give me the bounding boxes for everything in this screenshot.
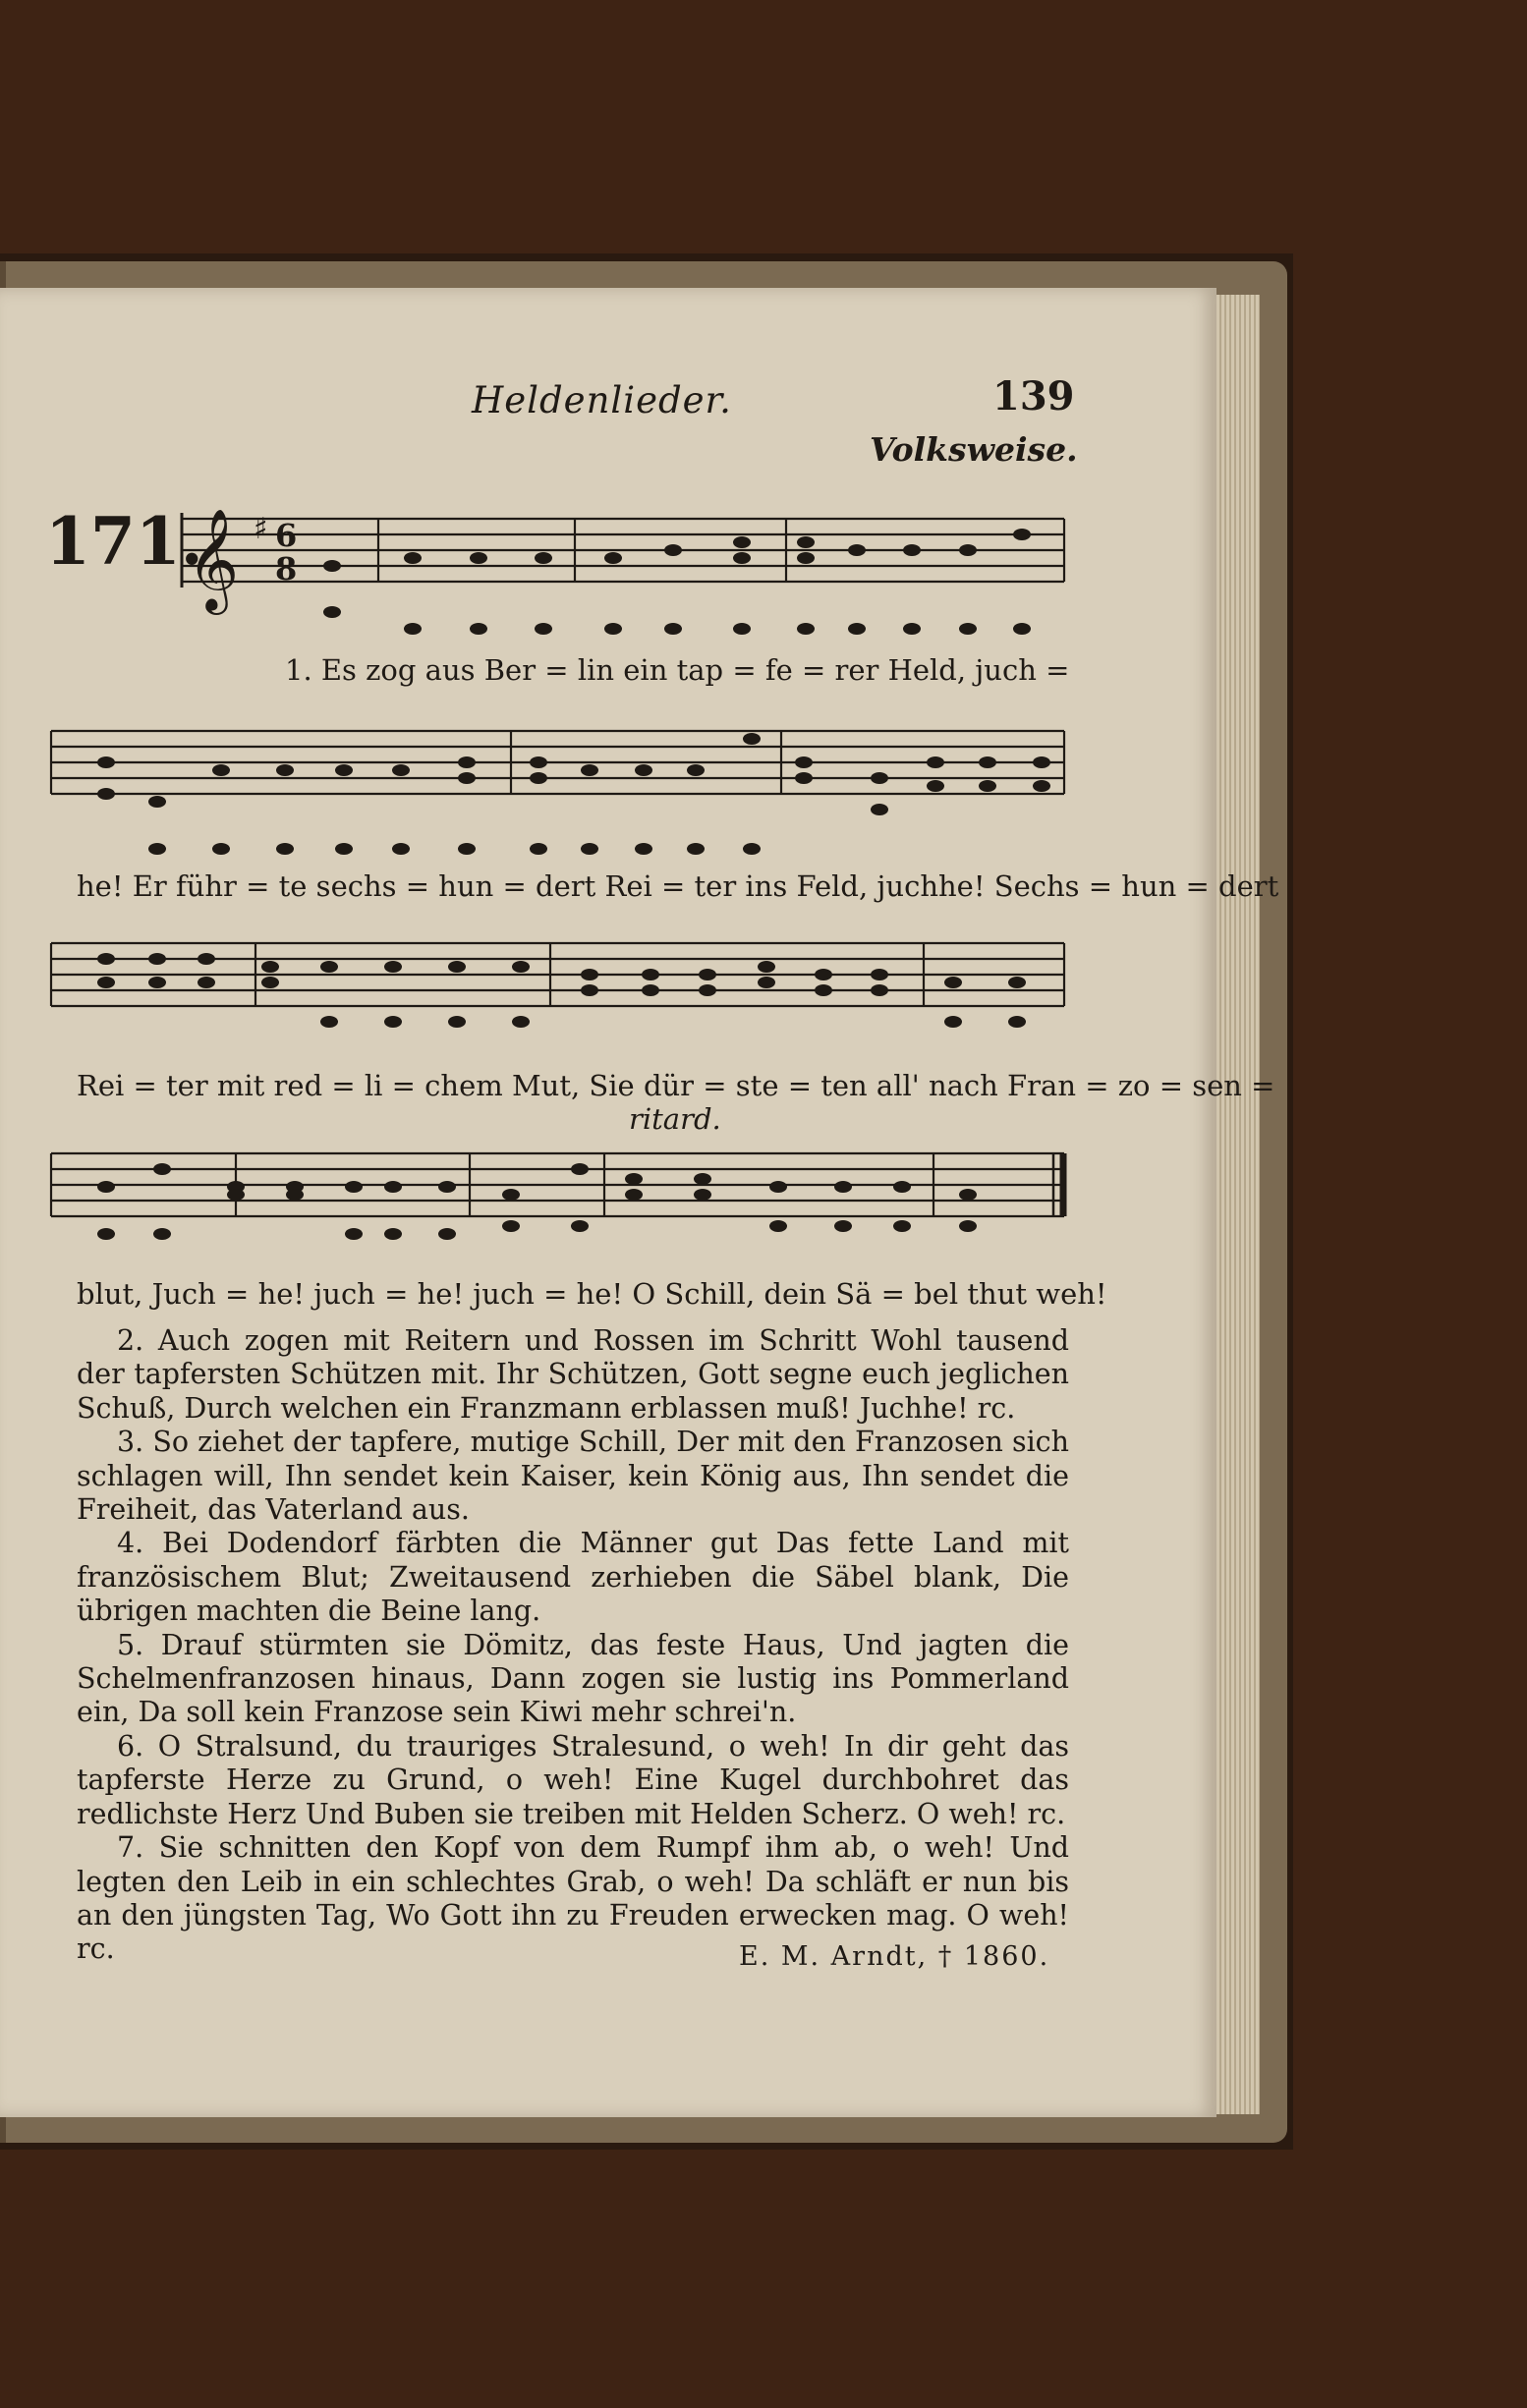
composer-credit: Volksweise. xyxy=(870,430,1078,469)
lyric-line-4: blut, Juch = he! juch = he! juch = he! O Schill, dein Sä = bel thut weh! xyxy=(77,1277,1107,1311)
time-signature-top: 6 xyxy=(275,517,298,554)
verse-3: 3. So ziehet der tapfere, mutige Schill, Der mit den Franzosen sich schlagen will, Ihn sendet kein Kaiser, kein König aus, Ihn sendet die Freiheit, das Vaterland aus. xyxy=(77,1426,1069,1527)
running-header: Heldenlieder. xyxy=(472,379,732,421)
staff-2 xyxy=(51,731,1064,794)
lyric-line-3: Rei = ter mit red = li = chem Mut, Sie dür = ste = ten all' nach Fran = zo = sen = xyxy=(77,1069,1275,1102)
staff-3 xyxy=(51,943,1064,1006)
staff-4 xyxy=(51,1153,1064,1216)
treble-clef-icon: 𝄞 xyxy=(187,508,240,611)
staff-1 xyxy=(182,513,1064,588)
tempo-marking: ritard. xyxy=(629,1102,721,1136)
lyric-line-1: 1. Es zog aus Ber = lin ein tap = fe = rer Held, juch = xyxy=(285,653,1070,687)
key-signature-sharp: ♯ xyxy=(254,512,268,546)
author-credit: E. M. Arndt, † 1860. xyxy=(739,1941,1050,1972)
verse-7: 7. Sie schnitten den Kopf von dem Rumpf ihm ab, o weh! Und legten den Leib in ein schlechtes Grab, o weh! Da schläft er nun bis an den jüngsten Tag, Wo Gott ihn zu Freuden erwecken mag. O weh! rc. xyxy=(77,1831,1069,1966)
verse-2: 2. Auch zogen mit Reitern und Rossen im Schritt Wohl tausend der tapfersten Schützen mit. Ihr Schützen, Gott segne euch jeglichen Schuß, Durch welchen ein Franzmann erblassen muß! Juchhe! rc. xyxy=(77,1324,1069,1425)
verses-block xyxy=(77,1324,1069,1967)
verse-6: 6. O Stralsund, du trauriges Stralesund, o weh! In dir geht das tapferste Herze zu Grund, o weh! Eine Kugel durchbohret das redlichste Herz Und Buben sie treiben mit Helden Scherz. O weh! rc. xyxy=(77,1729,1069,1830)
verse-4: 4. Bei Dodendorf färbten die Männer gut Das fette Land mit französischem Blut; Zweitausend zerhieben die Säbel blank, Die übrigen machten die Beine lang. xyxy=(77,1527,1069,1628)
page-number: 139 xyxy=(992,373,1075,420)
time-signature-bottom: 8 xyxy=(275,550,298,588)
verse-5: 5. Drauf stürmten sie Dömitz, das feste Haus, Und jagten die Schelmenfranzosen hinaus, Dann zogen sie lustig ins Pommerland ein, Da soll kein Franzose sein Kiwi mehr schrei'n. xyxy=(77,1628,1069,1729)
song-number: 171. xyxy=(45,503,203,580)
lyric-line-2: he! Er führ = te sechs = hun = dert Rei = ter ins Feld, juchhe! Sechs = hun = dert xyxy=(77,869,1279,903)
